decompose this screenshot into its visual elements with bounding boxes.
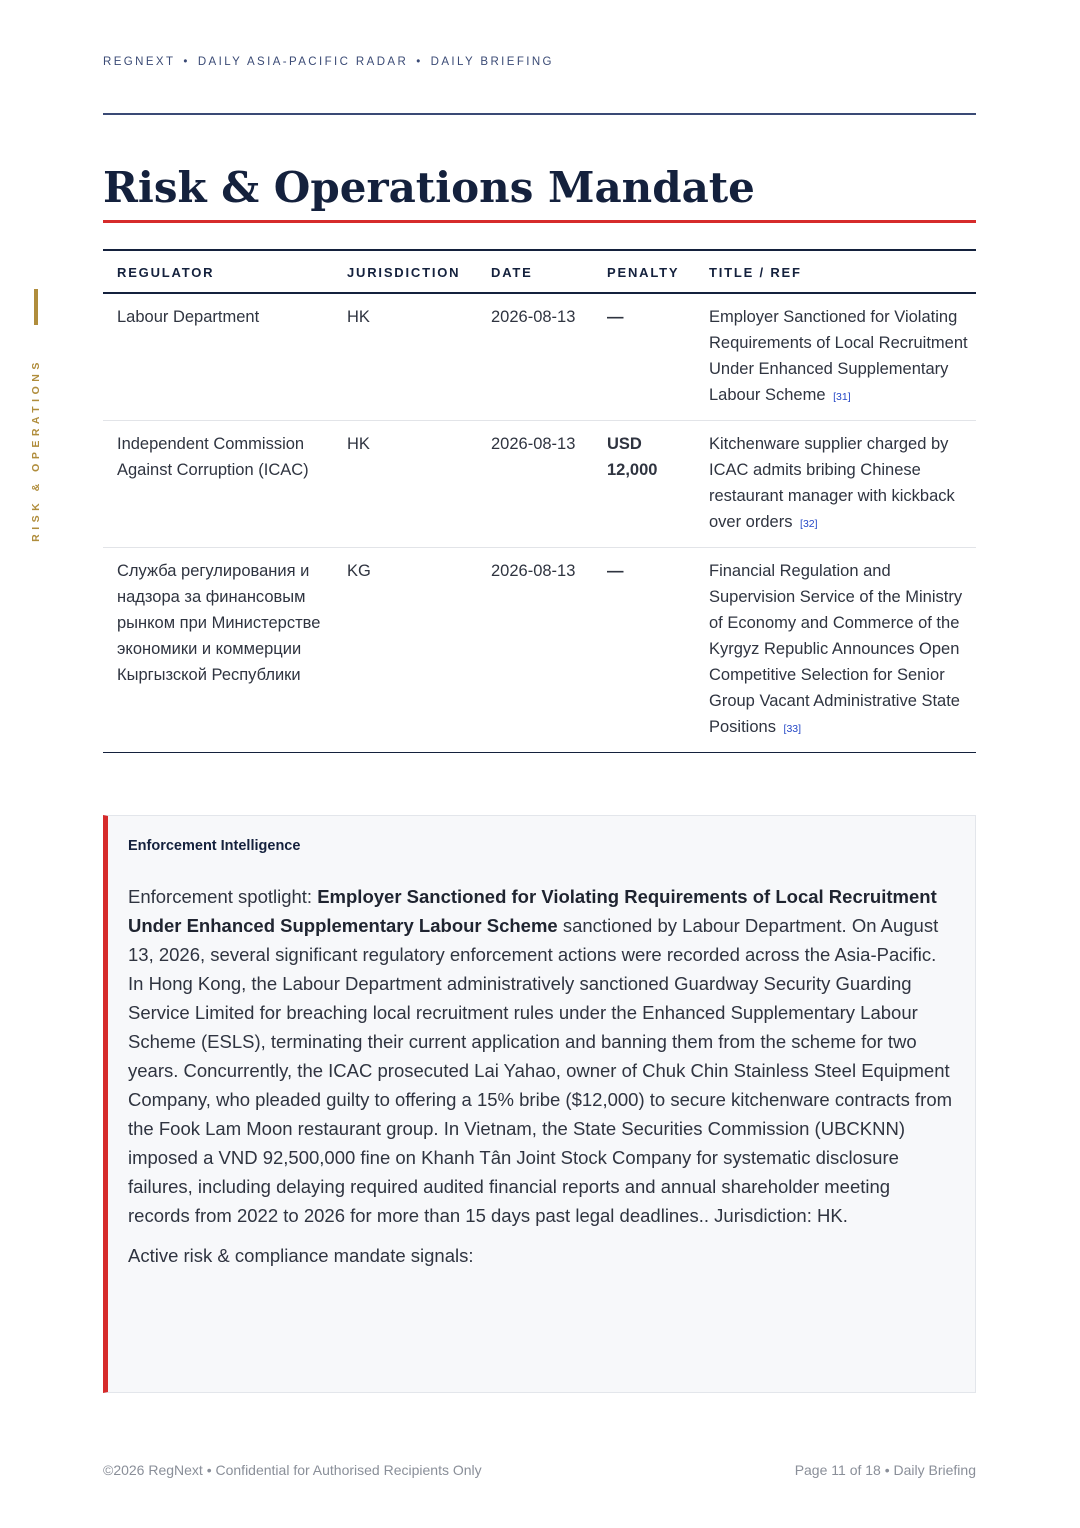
regulator-cell: Labour Department [117, 308, 260, 326]
column-header-penalty: PENALTY [593, 250, 695, 293]
signals-paragraph: Active risk & compliance mandate signals: [128, 1245, 474, 1266]
action-title: Financial Regulation and Supervision Service of the Ministry of Economy and Commerce of the Kyrgyz Republic Announces Open Competitive Selection for Senior Group Vacant Administrative State Positions [709, 562, 963, 736]
page-header [103, 56, 554, 68]
title-divider [103, 220, 976, 223]
date-cell: 2026-08-13 [491, 308, 576, 326]
action-title: Kitchenware supplier charged by ICAC admits bribing Chinese restaurant manager with kickback over orders [709, 435, 955, 531]
title-cell [695, 548, 976, 753]
title-cell [695, 421, 976, 548]
enforcement-table [103, 249, 976, 753]
column-header-regulator: REGULATOR [103, 250, 333, 293]
jurisdiction-cell: HK [333, 421, 477, 548]
jurisdiction-cell: HK [347, 308, 370, 326]
panel-label: Enforcement Intelligence [128, 838, 301, 854]
jurisdiction-cell: KG [333, 548, 477, 753]
title-cell [695, 293, 976, 421]
column-header-date: DATE [477, 250, 593, 293]
action-title: Employer Sanctioned for Violating Requirements of Local Recruitment Under Enhanced Supplementary Labour Scheme [709, 308, 968, 404]
penalty-cell: — [593, 548, 695, 753]
spotlight-body: sanctioned by Labour Department. On August 13, 2026, several significant regulatory enforcement actions were recorded across the Asia-Pacific. In Hong Kong, the Labour Department administratively sanctioned Guardway Security Guarding Service Limited for breaching local recruitment rules under the Enhanced Supplementary Labour Scheme (ESLS), terminating their current application and banning them from the scheme for two years. Concurrently, the ICAC prosecuted Lai Yahao, owner of Chuk Chin Stainless Steel Equipment Company, who pleaded guilty to offering a 15% bribe ($12,000) to secure kitchenware contracts from the Fook Lam Moon restaurant group. In Vietnam, the State Securities Commission (UBCKNN) imposed a VND 92,500,000 fine on Khanh Tân Joint Stock Company for systematic disclosure failures, including delaying required audited financial reports and annual shareholder meeting records from 2022 to 2026 for more than 15 days past legal deadlines.. Jurisdiction: HK. [128, 915, 953, 1226]
footer-page-info: Page 11 of 18 • Daily Briefing [794, 1462, 976, 1478]
footer-copyright: ©2026 RegNext • Confidential for Authorised Recipients Only [103, 1462, 482, 1478]
brand-name: REGNEXT [103, 56, 176, 68]
column-header-jurisdiction: JURISDICTION [333, 250, 477, 293]
edition-name: DAILY BRIEFING [430, 56, 554, 68]
reference-link[interactable]: [33] [783, 723, 802, 735]
header-separator: • [183, 56, 190, 68]
product-name: DAILY ASIA-PACIFIC RADAR [197, 56, 409, 68]
header-separator: • [416, 56, 423, 68]
spotlight-highlight: Employer Sanctioned for Violating Requirements of Local Recruitment Under Enhanced Supplementary Labour Scheme [128, 886, 937, 936]
page-title: Risk & Operations Mandate [103, 163, 755, 212]
spotlight-lead: Enforcement spotlight: [128, 886, 318, 907]
date-cell: 2026-08-13 [477, 421, 593, 548]
table-row [103, 548, 976, 753]
table-header-row [103, 250, 976, 293]
table-row [103, 293, 976, 421]
header-divider [103, 113, 976, 115]
regulator-cell: Служба регулирования и надзора за финансовым рынком при Министерстве экономики и коммерции Кыргызской Республики [103, 548, 333, 753]
spotlight-paragraph [128, 882, 954, 1230]
table-row [103, 421, 976, 548]
regulator-cell: Independent Commission Against Corruption (ICAC) [103, 421, 333, 548]
date-cell: 2026-08-13 [477, 548, 593, 753]
section-side-label: RISK & OPERATIONS [30, 358, 42, 542]
column-header-title-ref: TITLE / REF [695, 250, 976, 293]
penalty-cell: — [607, 308, 624, 326]
side-accent-bar [34, 289, 38, 325]
reference-link[interactable]: [31] [833, 391, 851, 403]
enforcement-intelligence-panel [103, 815, 976, 1393]
panel-body [128, 882, 954, 1281]
reference-link[interactable]: [32] [800, 518, 818, 530]
penalty-cell: USD 12,000 [593, 421, 695, 548]
